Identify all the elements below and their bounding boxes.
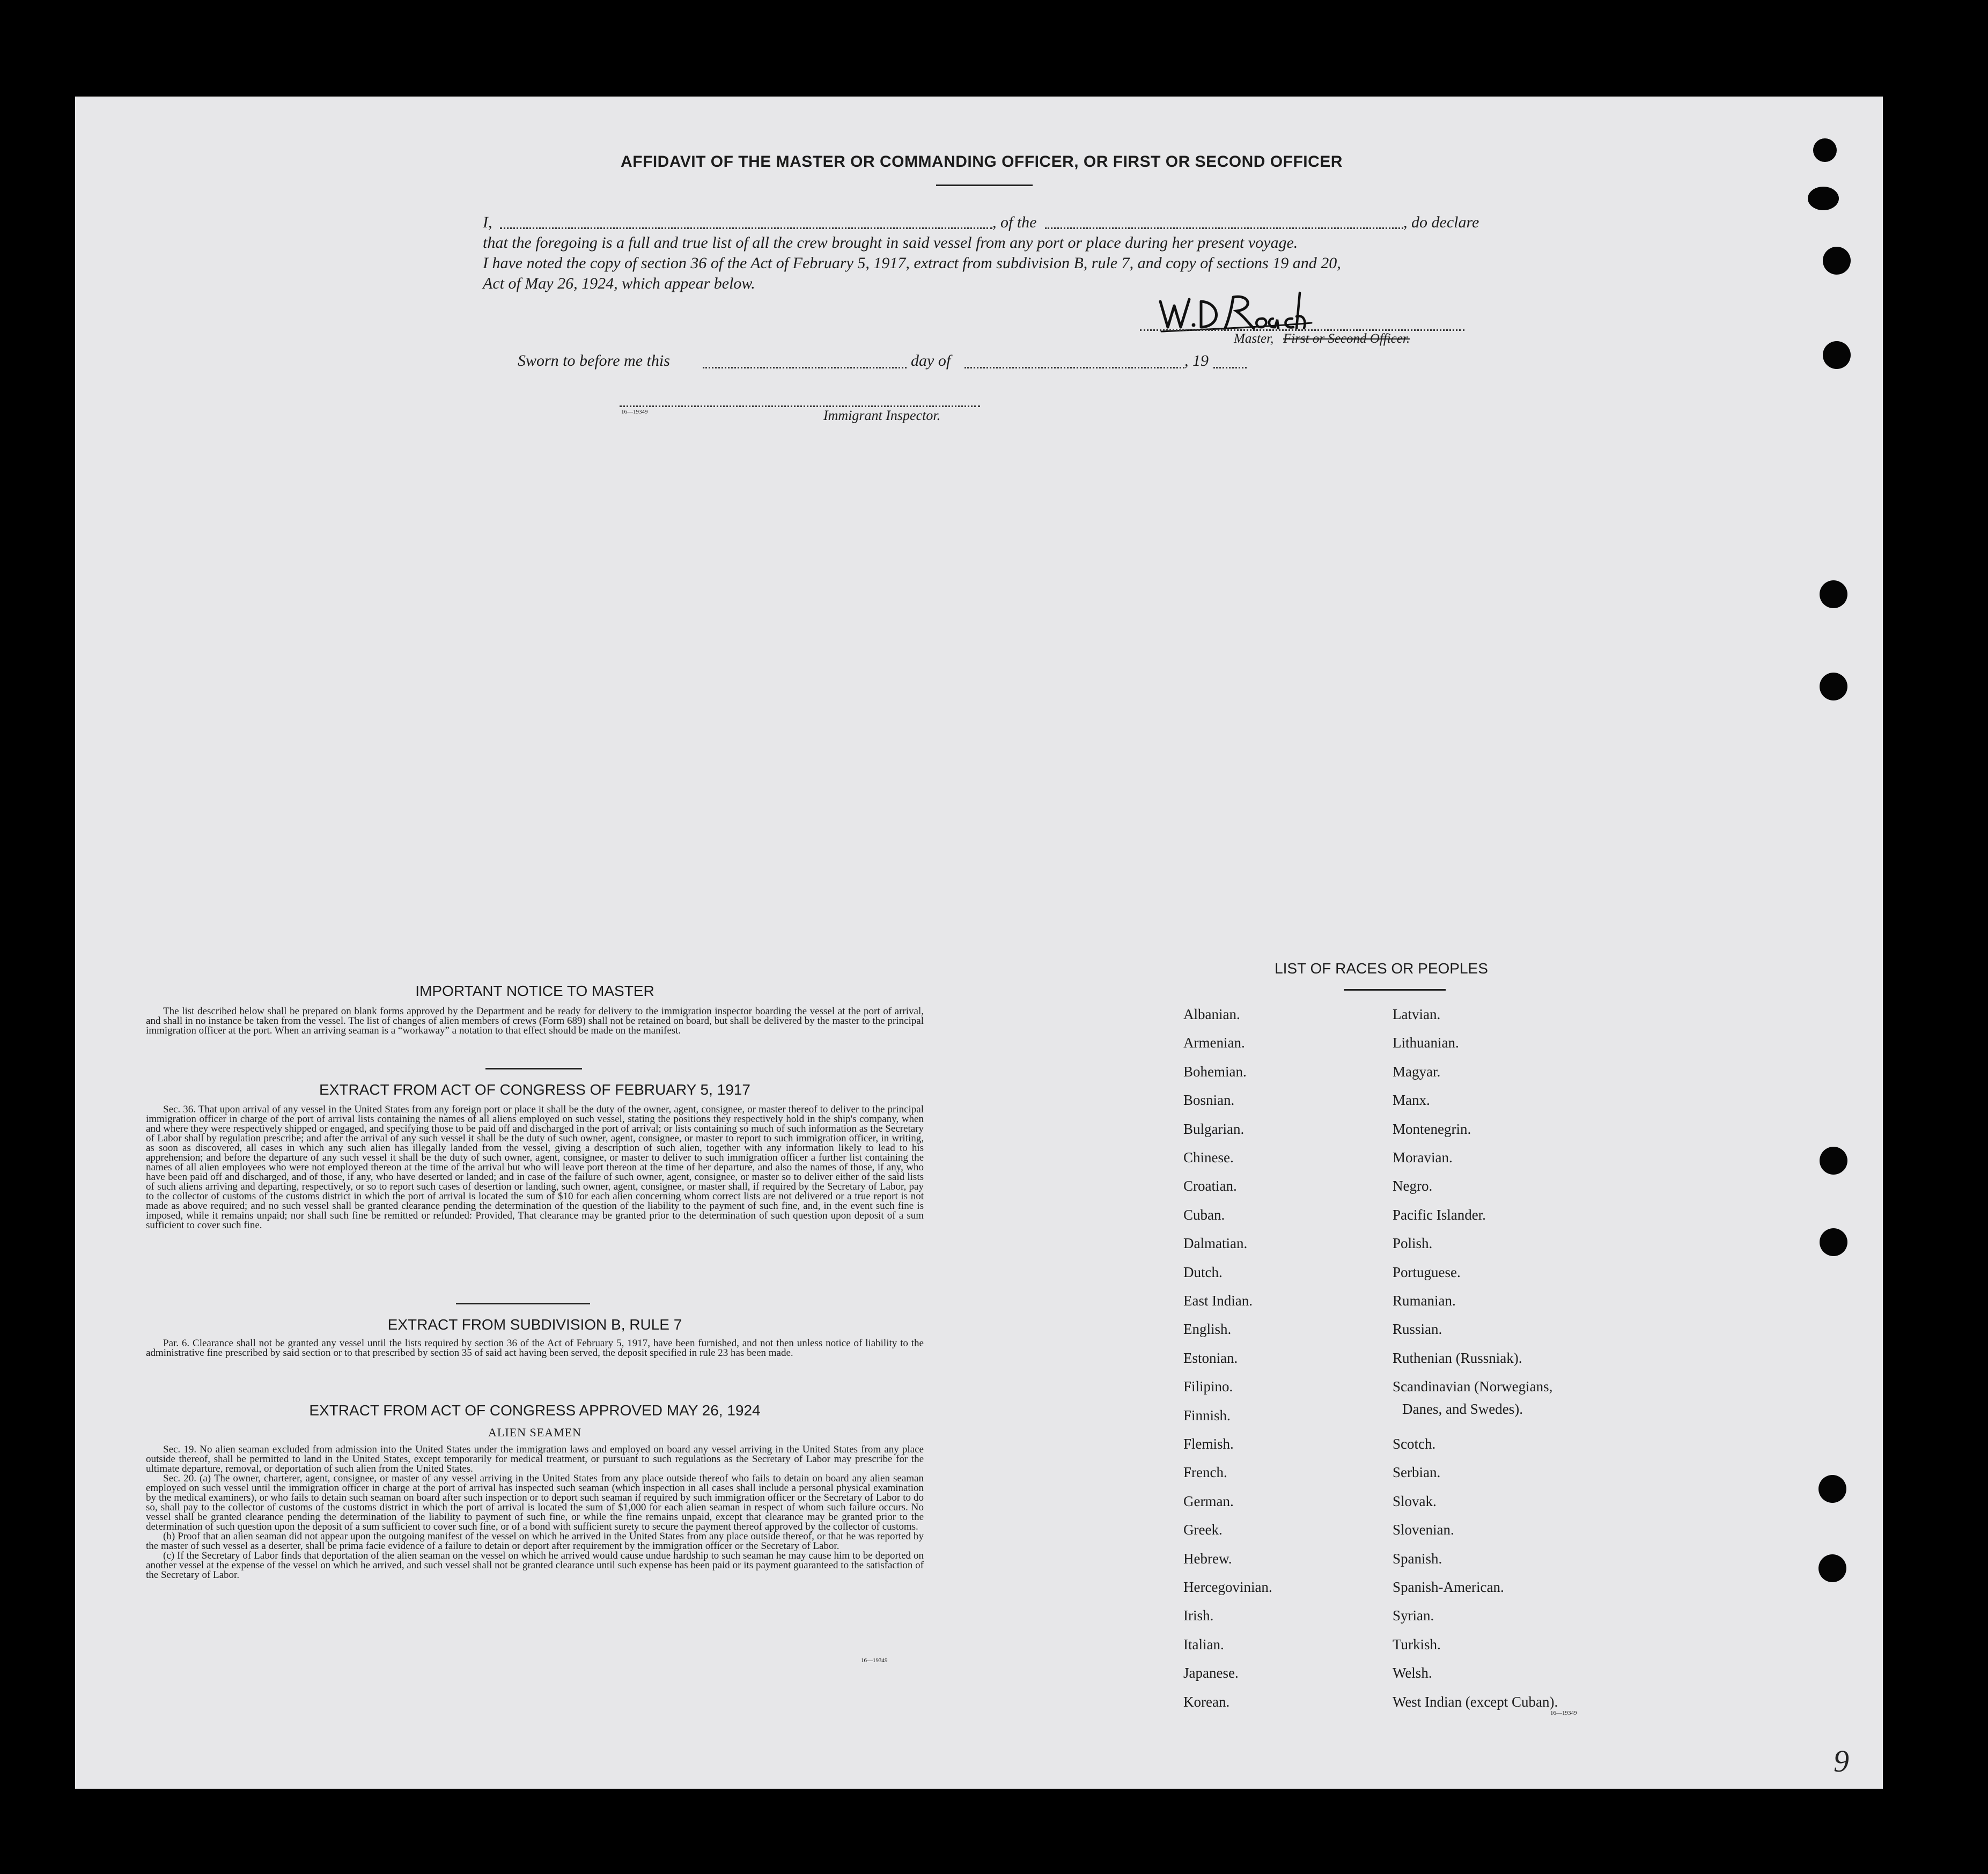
race-item: Estonian. — [1183, 1349, 1238, 1366]
race-item: Welsh. — [1393, 1665, 1432, 1681]
affidavit-of-the: , of the — [992, 213, 1037, 231]
month-blank — [964, 367, 1184, 368]
race-item: Slovak. — [1393, 1493, 1437, 1509]
race-item: Scandinavian (Norwegians, — [1393, 1378, 1553, 1395]
affidavit-i: I, — [483, 213, 492, 231]
race-item: Serbian. — [1393, 1464, 1441, 1481]
sec-20c-paragraph: (c) If the Secretary of Labor finds that deportation of the alien seaman on the vessel on which he arrived would cause undue hardship to such seaman he may cause him to be deported on another vessel at the expense of the vessel on which he arrived, and such vessel shall not be granted clearance until such expense has been paid or its payment guaranteed to the satisfaction of the Secretary of Labor. — [146, 1550, 924, 1581]
section-36-paragraph: Sec. 36. That upon arrival of any vessel in the United States from any foreign port or place it shall be the duty of the owner, agent, consignee, or master thereof to deliver to the principal immigration officer in charge of the port of arrival lists containing the names of all aliens employed on such vessel, stating the positions they respectively hold in the ship's company, when and where they were respectively shipped or engaged, and specifying those to be paid off and discharged in the port of arrival; or lists containing so much of such information as the Secretary of Labor shall by regulation prescribe; and after the arrival of any such vessel it shall be the duty of such owner, agent, consignee, or master to report to such immigration officer, in writing, as soon as discovered, all cases in which any such alien has illegally landed from the vessel, giving a description of such alien, together with any information likely to lead to his apprehension; and before the departure of any such vessel it shall be the duty of such owner, agent, consignee, or master to deliver to such immigration officer a further list containing the names of all alien employees who were not employed thereon at the time of the arrival but who will leave port thereon at the time of her departure, and also the names of those, if any, who have been paid off and discharged, and of those, if any, who have deserted or landed; and in case of the failure of such owner, agent, consignee, or master so to deliver either of the said lists of such aliens arriving and departing, respectively, or so to report such cases of desertion or landing, such owner, agent, consignee, or master shall, if required by the Secretary of Labor, pay to the collector of customs of the customs district in which the port of arrival is located the sum of $10 for each alien concerning whom correct lists are not delivered or a true report is not made as above required; and no such vessel shall be granted clearance pending the determination of the question of the liability to the payment of such fine, and, in the event such fine is imposed, while it remains unpaid; nor shall such fine be remitted or refunded: Provided, That clearance may be granted prior to the determination of such question upon deposit of a sum sufficient to cover such fine. — [146, 1104, 924, 1231]
race-item: Italian. — [1183, 1636, 1224, 1652]
day-blank — [703, 367, 907, 368]
race-item: Cuban. — [1183, 1206, 1225, 1223]
races-title-rule — [1344, 989, 1446, 991]
race-item: Hebrew. — [1183, 1550, 1232, 1567]
race-item: Spanish. — [1393, 1550, 1442, 1567]
races-title: LIST OF RACES OR PEOPLES — [1275, 960, 1488, 977]
race-item: Bulgarian. — [1183, 1120, 1245, 1137]
page-mark: 9 — [1834, 1744, 1849, 1779]
sec-20a-paragraph: Sec. 20. (a) The owner, charterer, agent, consignee, or master of any vessel arriving in the United States from any place outside thereof who fails to detain on board any alien seaman employed on such vessel until the immigration officer in charge at the port of arrival has inspected such seaman (which inspection in all cases shall include a personal physical examination by the medical examiners), or who fails to detain such seaman on board after such inspection or to deport such seaman if required by such immigration officer or the Secretary of Labor to do so, shall pay to the collector of customs of the customs district in which the port of arrival is located the sum of $1,000 for each alien seaman in respect of whom such failure occurs. No vessel shall be granted clearance pending the determination of the liability to payment of such fine, or while the fine remains unpaid, except that clearance may be granted prior to the determination of such question upon the deposit of a sum sufficient to cover such fine, or of a bond with sufficient surety to secure the payment thereof approved by the collector of customs. — [146, 1473, 924, 1532]
race-item: Hercegovinian. — [1183, 1579, 1272, 1595]
race-item: Filipino. — [1183, 1378, 1233, 1395]
signature-line — [1140, 329, 1464, 331]
divider-rule — [456, 1303, 590, 1304]
extract-1917-title: EXTRACT FROM ACT OF CONGRESS OF FEBRUARY 5, 1917 — [319, 1081, 750, 1098]
race-item: Albanian. — [1183, 1006, 1240, 1022]
notice-body — [146, 1007, 924, 1036]
year-blank — [1213, 367, 1247, 368]
race-item: Pacific Islander. — [1393, 1206, 1486, 1223]
punch-hole — [1820, 673, 1847, 700]
race-item: Chinese. — [1183, 1149, 1234, 1165]
master-label: Master, — [1234, 331, 1274, 346]
affidavit-title: AFFIDAVIT OF THE MASTER OR COMMANDING OFFICER, OR FIRST OR SECOND OFFICER — [621, 153, 1343, 171]
punch-hole — [1818, 1475, 1846, 1503]
race-item: Ruthenian (Russniak). — [1393, 1349, 1522, 1366]
race-item: Scotch. — [1393, 1436, 1436, 1452]
race-item: Dutch. — [1183, 1264, 1223, 1280]
extract-1917-body — [146, 1105, 924, 1230]
punch-hole — [1823, 341, 1851, 369]
punch-hole — [1820, 1228, 1847, 1256]
race-item: German. — [1183, 1493, 1234, 1509]
race-item: West Indian (except Cuban). — [1393, 1693, 1558, 1710]
inspector-label: Immigrant Inspector. — [823, 408, 941, 423]
inspector-signature-line — [620, 405, 980, 407]
affidavit-line-3: I have noted the copy of section 36 of the Act of February 5, 1917, extract from subdivision B, rule 7, and copy of sections 19 and 20, — [483, 254, 1341, 272]
sec-20b-paragraph: (b) Proof that an alien seaman did not appear upon the outgoing manifest of the vessel on which he arrived in the United States from any place outside thereof, or that he was reported by the master of such vessel as a deserter, shall be prima facie evidence of a failure to detain or deport after requirement by the immigration officer or the Secretary of Labor. — [146, 1531, 924, 1552]
sworn-label: Sworn to before me this — [518, 352, 670, 370]
race-item: French. — [1183, 1464, 1227, 1481]
race-item: Magyar. — [1393, 1063, 1441, 1080]
race-item: Croatian. — [1183, 1178, 1237, 1194]
year-label: , 19 — [1184, 352, 1209, 370]
race-item: Danes, and Swedes). — [1402, 1401, 1523, 1417]
race-item: Greek. — [1183, 1522, 1223, 1538]
race-item: Portuguese. — [1393, 1264, 1461, 1280]
race-item: Bohemian. — [1183, 1063, 1247, 1080]
race-item: Irish. — [1183, 1607, 1214, 1624]
par-6-paragraph: Par. 6. Clearance shall not be granted any vessel until the lists required by section 36 of the Act of February 5, 1917, have been furnished, and not then unless notice of liability to the administrative fine prescribed by said section or to that prescribed by section 35 of said act having been served, the deposit specified in rule 23 has been made. — [146, 1338, 924, 1359]
affidavit-line-2: that the foregoing is a full and true list of all the crew brought in said vessel from any port or place during her present voyage. — [483, 234, 1298, 252]
rule-7-title: EXTRACT FROM SUBDIVISION B, RULE 7 — [387, 1316, 682, 1333]
punch-hole — [1820, 1147, 1847, 1175]
punch-hole — [1808, 187, 1839, 210]
race-item: Russian. — [1393, 1321, 1442, 1338]
race-item: Finnish. — [1183, 1407, 1231, 1423]
notice-paragraph: The list described below shall be prepared on blank forms approved by the Department and be ready for delivery to the immigration inspector boarding the vessel at the port of arrival, and shall in no instance be taken from the vessel. The list of changes of alien members of crews (Form 689) shall not be retained on board, but shall be delivered by the master to the principal immigration officer at the port. When an arriving seaman is a “workaway” a notation to that effect should be made on the manifest. — [146, 1006, 924, 1036]
title-rule — [936, 185, 1033, 186]
rule-7-body — [146, 1339, 924, 1358]
race-item: Lithuanian. — [1393, 1035, 1459, 1051]
notice-title: IMPORTANT NOTICE TO MASTER — [415, 983, 654, 999]
divider-rule — [485, 1068, 582, 1069]
punch-hole — [1818, 1554, 1846, 1582]
race-item: Armenian. — [1183, 1035, 1245, 1051]
day-of-label: day of — [911, 352, 951, 370]
affidavit-declare: , do declare — [1403, 213, 1479, 231]
punch-hole — [1823, 247, 1851, 275]
race-item: Spanish-American. — [1393, 1579, 1504, 1595]
race-item: Latvian. — [1393, 1006, 1441, 1022]
punch-hole — [1813, 138, 1837, 162]
race-item: Manx. — [1393, 1092, 1430, 1109]
alien-seamen-subtitle: ALIEN SEAMEN — [488, 1426, 581, 1439]
affidavit-line-4: Act of May 26, 1924, which appear below. — [483, 275, 755, 292]
race-item: Flemish. — [1183, 1436, 1234, 1452]
form-number-bottom: 16—19349 — [861, 1657, 888, 1664]
race-item: Turkish. — [1393, 1636, 1441, 1652]
race-item: Slovenian. — [1393, 1522, 1454, 1538]
race-item: Korean. — [1183, 1693, 1230, 1710]
sec-19-paragraph: Sec. 19. No alien seaman excluded from admission into the United States under the immigration laws and employed on board any vessel arriving in the United States from any place outside thereof, shall be permitted to land in the United States, except temporarily for medical treatment, or pursuant to such regulations as the Secretary of Labor may prescribe for the ultimate departure, removal, or deportation of such alien from the United States. — [146, 1444, 924, 1474]
race-item: Moravian. — [1393, 1149, 1453, 1165]
name-blank — [500, 227, 992, 229]
race-item: East Indian. — [1183, 1293, 1253, 1309]
punch-hole — [1820, 580, 1847, 608]
race-item: Japanese. — [1183, 1665, 1239, 1681]
form-number: 16—19349 — [621, 409, 648, 415]
race-item: English. — [1183, 1321, 1232, 1338]
race-item: Montenegrin. — [1393, 1120, 1471, 1137]
race-item: Polish. — [1393, 1235, 1433, 1252]
race-item: Rumanian. — [1393, 1293, 1456, 1309]
form-number-races: 16—19349 — [1550, 1710, 1577, 1716]
race-item: Dalmatian. — [1183, 1235, 1248, 1252]
race-item: Syrian. — [1393, 1607, 1434, 1624]
struck-officer-label: First or Second Officer. — [1283, 331, 1410, 346]
extract-1924-title: EXTRACT FROM ACT OF CONGRESS APPROVED MAY 26, 1924 — [309, 1402, 761, 1419]
race-item: Negro. — [1393, 1178, 1433, 1194]
race-item: Bosnian. — [1183, 1092, 1235, 1109]
vessel-blank — [1045, 227, 1403, 229]
extract-1924-body — [146, 1445, 924, 1580]
